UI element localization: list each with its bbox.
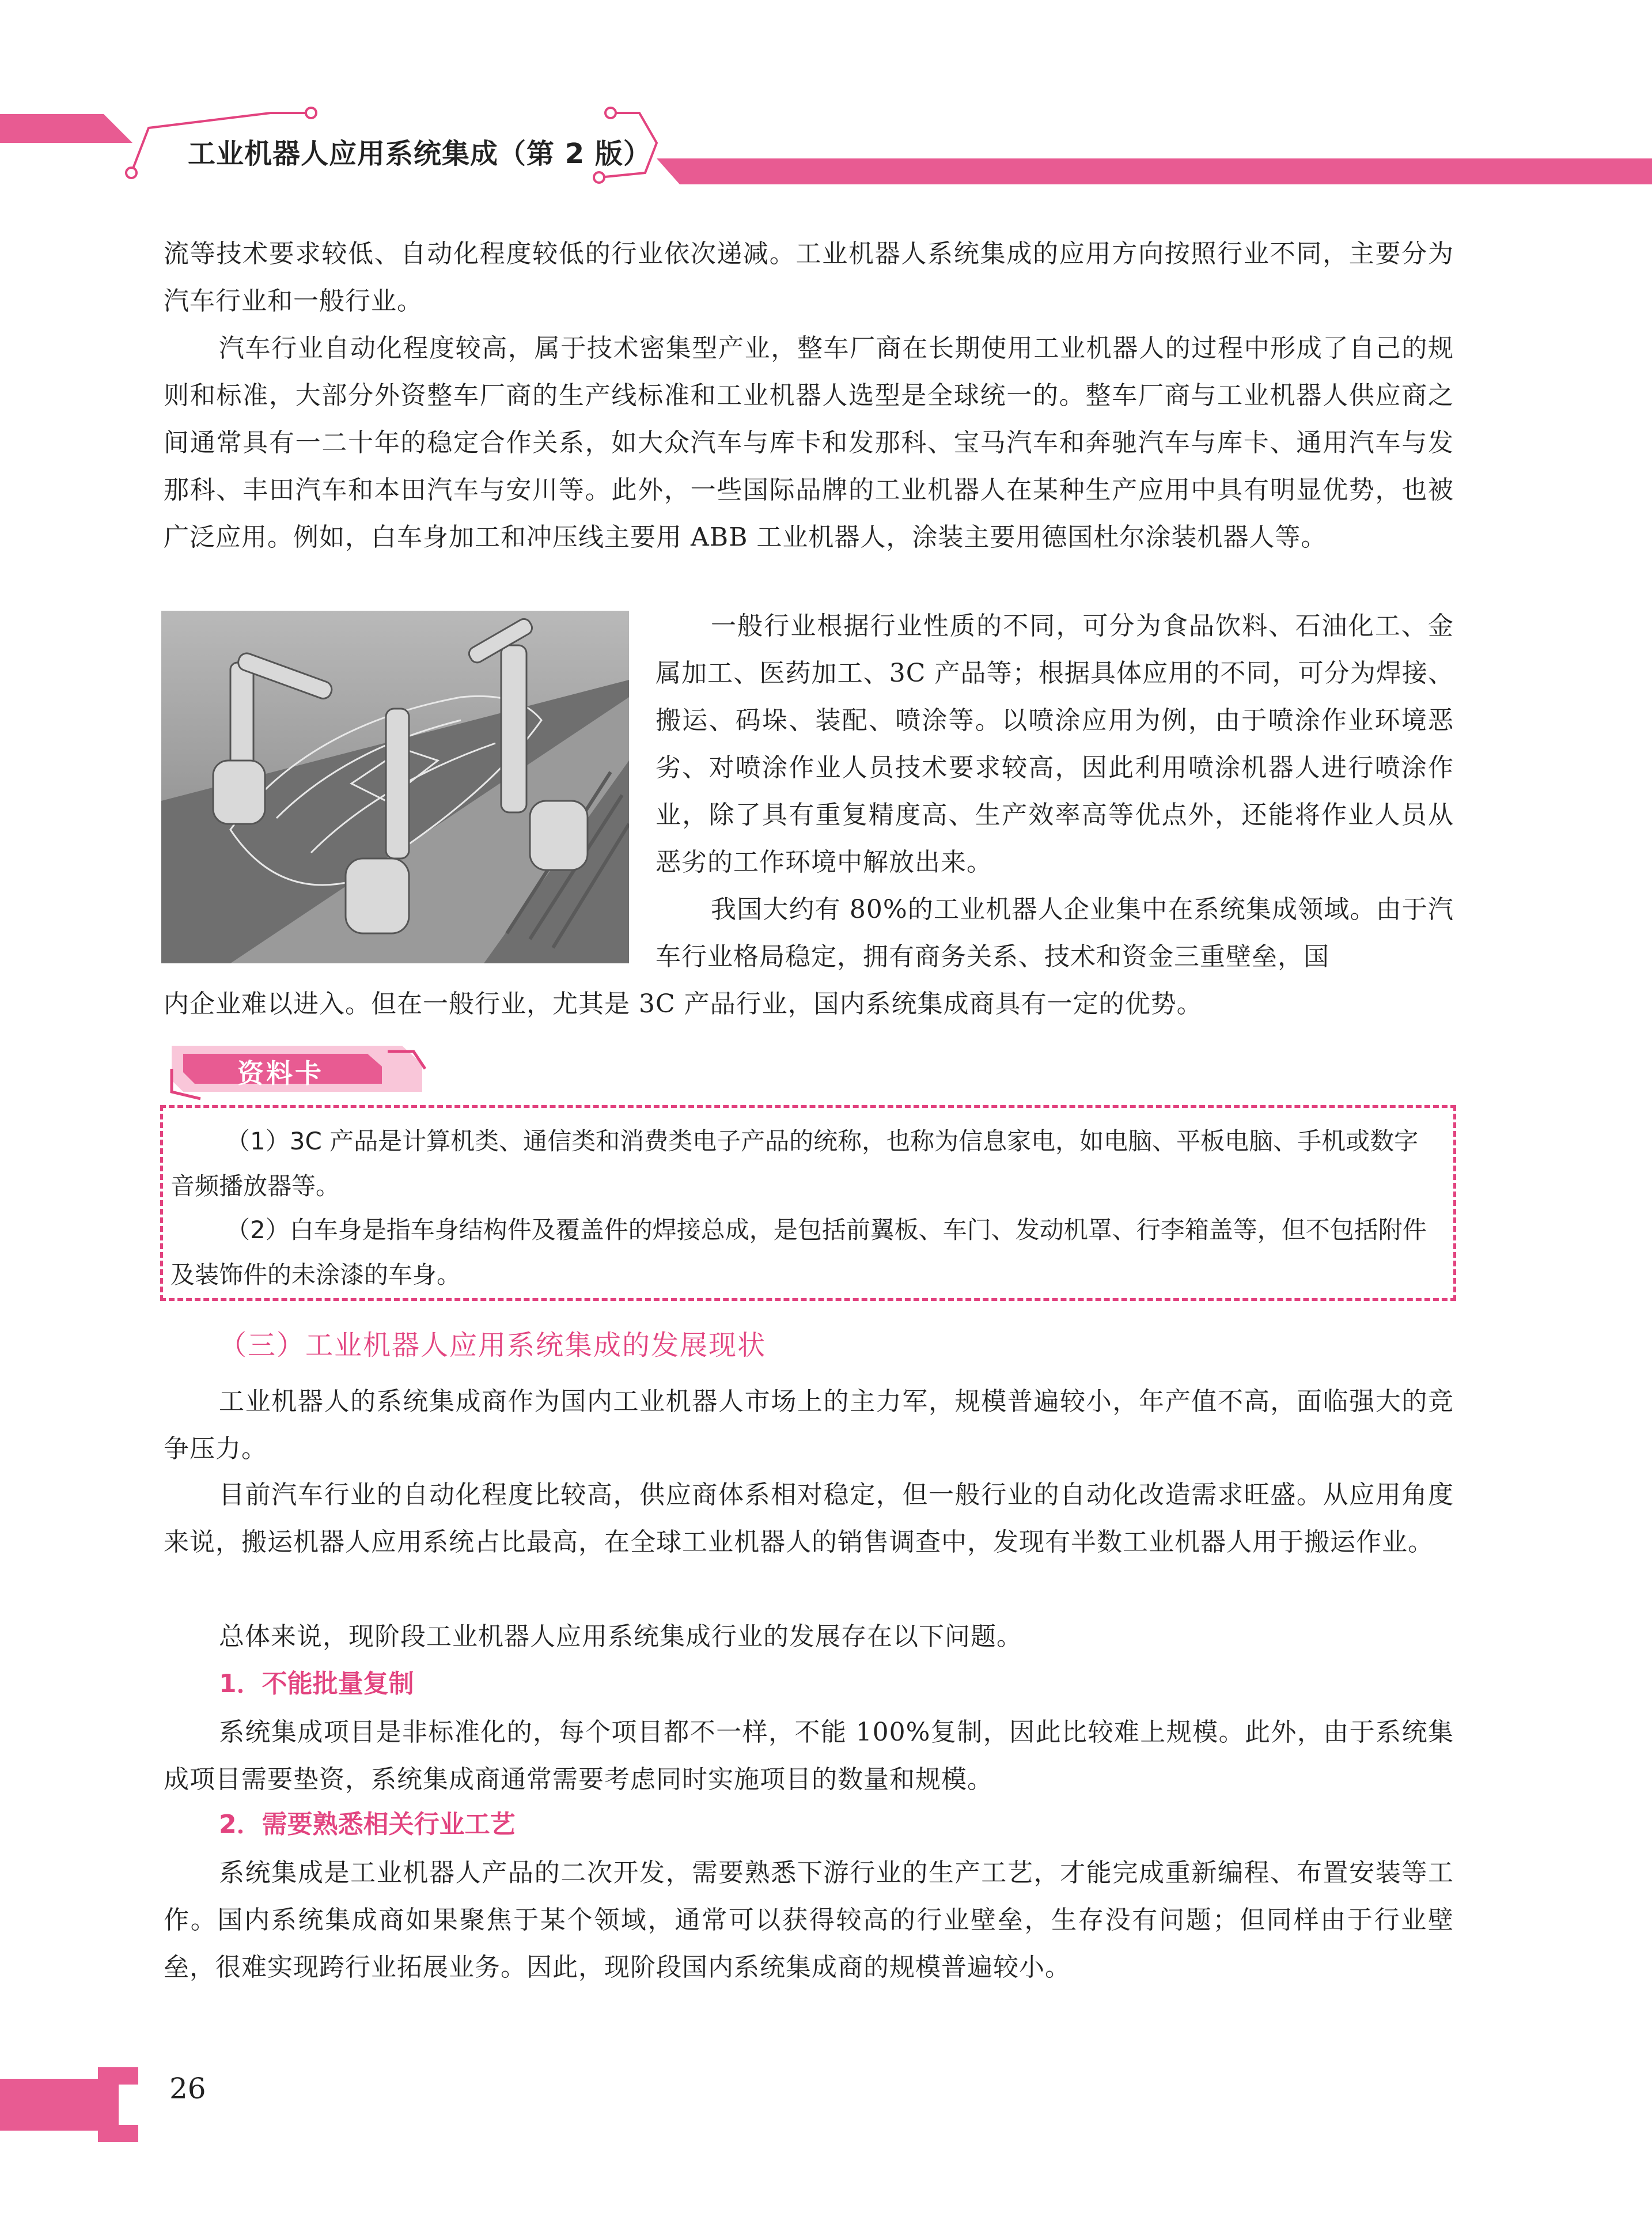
header-right-bar — [657, 158, 1652, 184]
footer-tab-shape — [0, 2056, 173, 2148]
paragraph-problems-intro: 总体来说，现阶段工业机器人应用系统集成行业的发展存在以下问题。 — [219, 1622, 1022, 1651]
figure-robot-painting — [161, 611, 629, 963]
robot-painting-illustration — [161, 611, 629, 963]
header-left-bar — [0, 114, 132, 143]
info-card-item-2: （2）白车身是指车身结构件及覆盖件的焊接总成，是包括前翼板、车门、发动机罩、行李箱盖等，但不包括附件及装饰件的未涂漆的车身。 — [170, 1216, 1427, 1289]
paragraph-integrator-role: 工业机器人的系统集成商作为国内工业机器人市场上的主力军，规模普遍较小，年产值不高，面临强大的竞争压力。 — [164, 1387, 1454, 1463]
section-heading: （三）工业机器人应用系统集成的发展现状 — [219, 1329, 767, 1361]
footer-tab — [0, 2056, 173, 2148]
paragraph-general-industry: 一般行业根据行业性质的不同，可分为食品饮料、石油化工、金属加工、医药加工、3C 产品等；根据具体应用的不同，可分为焊接、搬运、码垛、装配、喷涂等。以喷涂应用为例，由于喷涂作业环境恶劣、对喷涂作业人员技术要求较高，因此利用喷涂机器人进行喷涂作业，除了具有重复精度高、生产效率高等优点外，还能将作业人员从恶劣的工作环境中解放出来。 — [656, 611, 1454, 877]
footer-bracket — [98, 2067, 138, 2142]
header-book-title: 工业机器人应用系统集成（第 2 版） — [188, 138, 651, 170]
header-node-dot — [126, 168, 137, 178]
subheading-industry-process: 2．需要熟悉相关行业工艺 — [219, 1810, 516, 1839]
info-card-tab — [160, 1034, 431, 1103]
paragraph-intro: 流等技术要求较低、自动化程度较低的行业依次递减。工业机器人系统集成的应用方向按照行业不同，主要分为汽车行业和一般行业。 — [164, 239, 1454, 316]
header-banner — [0, 0, 1652, 207]
header-node-dot — [605, 108, 616, 118]
header-node-dot — [306, 108, 316, 118]
paragraph-auto-industry: 汽车行业自动化程度较高，属于技术密集型产业，整车厂商在长期使用工业机器人的过程中形成了自己的规则和标准，大部分外资整车厂商的生产线标准和工业机器人选型是全球统一的。整车厂商与工业机器人供应商之间通常具有一二十年的稳定合作关系，如大众汽车与库卡和发那科、宝马汽车和奔驰汽车与库卡、通用汽车与发那科、丰田汽车和本田汽车与安川等。此外，一些国际品牌的工业机器人在某种生产应用中具有明显优势，也被广泛应用。例如，白车身加工和冲压线主要用 ABB 工业机器人，涂装主要用德国杜尔涂装机器人等。 — [164, 334, 1454, 552]
paragraph-industry-process: 系统集成是工业机器人产品的二次开发，需要熟悉下游行业的生产工艺，才能完成重新编程、布置安装等工作。国内系统集成商如果聚焦于某个领域，通常可以获得较高的行业壁垒，生存没有问题；但同样由于行业壁垒，很难实现跨行业拓展业务。因此，现阶段国内系统集成商的规模普遍较小。 — [164, 1858, 1454, 1982]
paragraph-integration-share-b: 内企业难以进入。但在一般行业，尤其是 3C 产品行业，国内系统集成商具有一定的优势。 — [164, 989, 1203, 1019]
info-card-item-1: （1）3C 产品是计算机类、通信类和消费类电子产品的统称，也称为信息家电，如电脑、平板电脑、手机或数字音频播放器等。 — [170, 1127, 1419, 1200]
header-node-dot — [594, 172, 604, 183]
subheading-no-replication: 1．不能批量复制 — [219, 1669, 414, 1699]
page-number: 26 — [169, 2072, 206, 2105]
header-decoration — [0, 0, 1652, 207]
paragraph-no-replication: 系统集成项目是非标准化的，每个项目都不一样，不能 100%复制，因此比较难上规模。此外，由于系统集成项目需要垫资，系统集成商通常需要考虑同时实施项目的数量和规模。 — [164, 1718, 1454, 1794]
paragraph-demand: 目前汽车行业的自动化程度比较高，供应商体系相对稳定，但一般行业的自动化改造需求旺盛。从应用角度来说，搬运机器人应用系统占比最高，在全球工业机器人的销售调查中，发现有半数工业机器人用于搬运作业。 — [164, 1480, 1454, 1557]
paragraph-integration-share-a: 我国大约有 80%的工业机器人企业集中在系统集成领域。由于汽车行业格局稳定，拥有商务关系、技术和资金三重壁垒，国 — [656, 895, 1454, 971]
footer-bar — [0, 2079, 98, 2131]
info-card-label: 资料卡 — [237, 1058, 324, 1089]
